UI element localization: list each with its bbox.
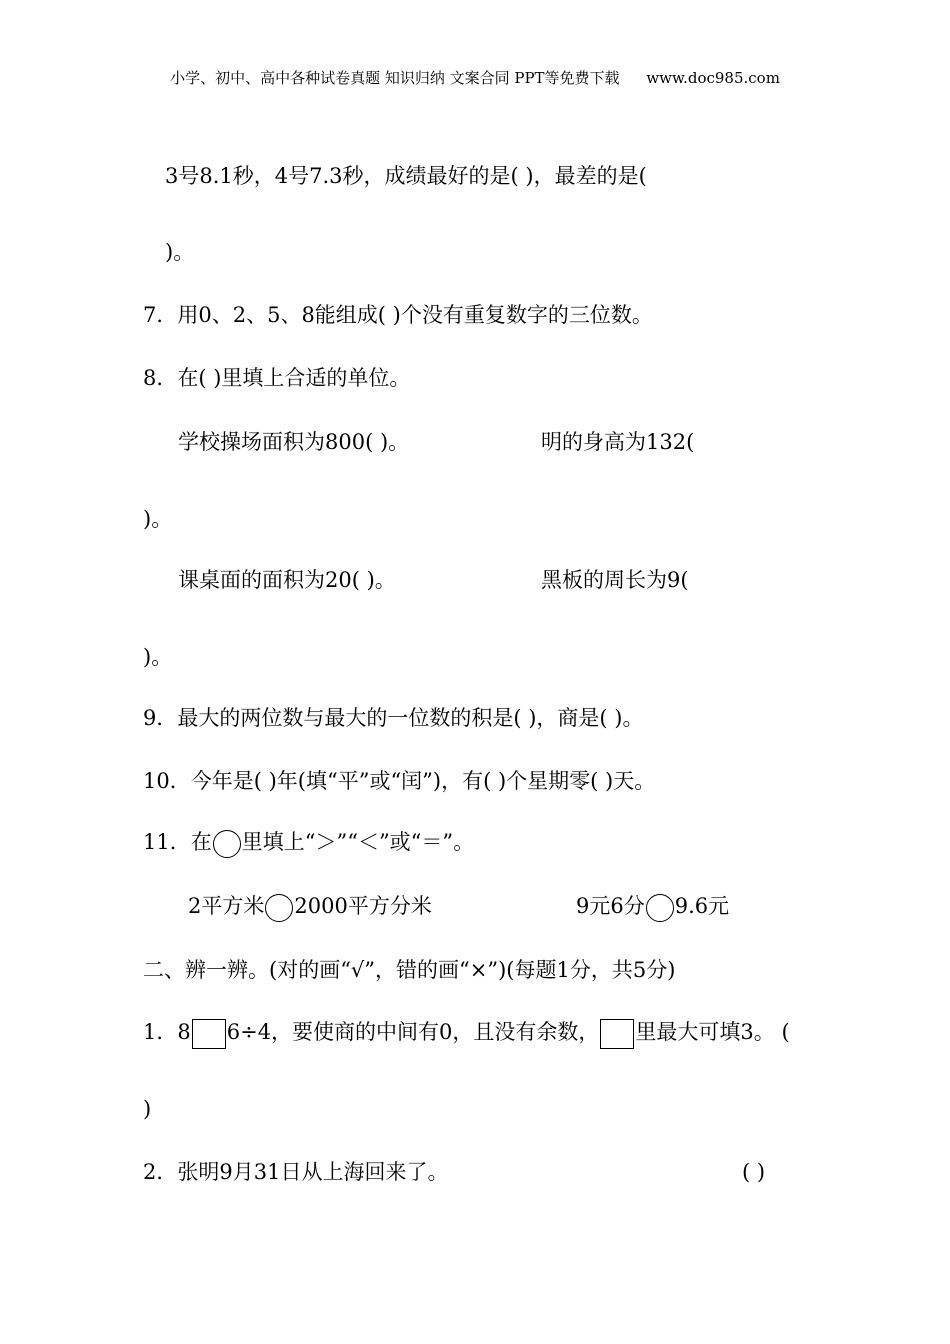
q11-prefix: 11．在 [143,830,212,854]
question-10: 10．今年是( )年(填“平”或“闰”)，有( )个星期零( )天。 [143,769,656,793]
q11-c2-right: 9.6元 [674,894,730,918]
digit-box-icon [600,1019,634,1049]
s2q1-mid: 6÷4，要使商的中间有0，且没有余数， [226,1020,600,1044]
q6-line2: )。 [165,240,195,264]
header-text: 小学、初中、高中各种试卷真题 知识归纳 文案合同 PPT等免费下载 [170,69,620,87]
section-2-question-2: 2．张明9月31日从上海回来了。 [143,1160,449,1184]
q8-desk-area: 课桌面的面积为20( )。 [178,568,396,592]
q11-c1-left: 2平方米 [188,894,265,918]
question-7: 7．用0、2、5、8能组成( )个没有重复数字的三位数。 [143,303,653,327]
q8-school-field-area: 学校操场面积为800( )。 [178,430,410,454]
compare-circle-icon [646,894,674,922]
question-9: 9．最大的两位数与最大的一位数的积是( )，商是( )。 [143,706,644,730]
compare-circle-icon [213,830,241,858]
s2q1-prefix: 1．8 [143,1020,191,1044]
q6-line1: 3号8.1秒，4号7.3秒，成绩最好的是( )，最差的是( [165,164,647,188]
q8-blackboard-perimeter: 黑板的周长为9( [541,568,689,592]
q11-compare-2 [576,892,729,922]
digit-box-icon [192,1019,226,1049]
q8-height-end: )。 [143,507,173,531]
q11-compare-1 [188,892,432,922]
q11-c1-right: 2000平方分米 [294,894,432,918]
q8-blackboard-end: )。 [143,645,173,669]
s2q2-answer-paren: ( ) [742,1160,766,1184]
header-site: www.doc985.com [646,69,780,87]
s2q1-end: ) [143,1097,152,1121]
compare-circle-icon [265,894,293,922]
section-2-title: 二、辨一辨。(对的画“√”，错的画“×”)(每题1分，共5分) [143,958,676,982]
question-11 [143,828,474,858]
q11-c2-left: 9元6分 [576,894,645,918]
page-header [0,68,950,88]
q11-suffix: 里填上“＞”“＜”或“＝”。 [241,830,475,854]
question-8-title: 8．在( )里填上合适的单位。 [143,366,411,390]
q8-height: 明的身高为132( [541,430,695,454]
s2q1-suffix: 里最大可填3。 ( [635,1020,790,1044]
section-2-question-1 [143,1018,790,1049]
